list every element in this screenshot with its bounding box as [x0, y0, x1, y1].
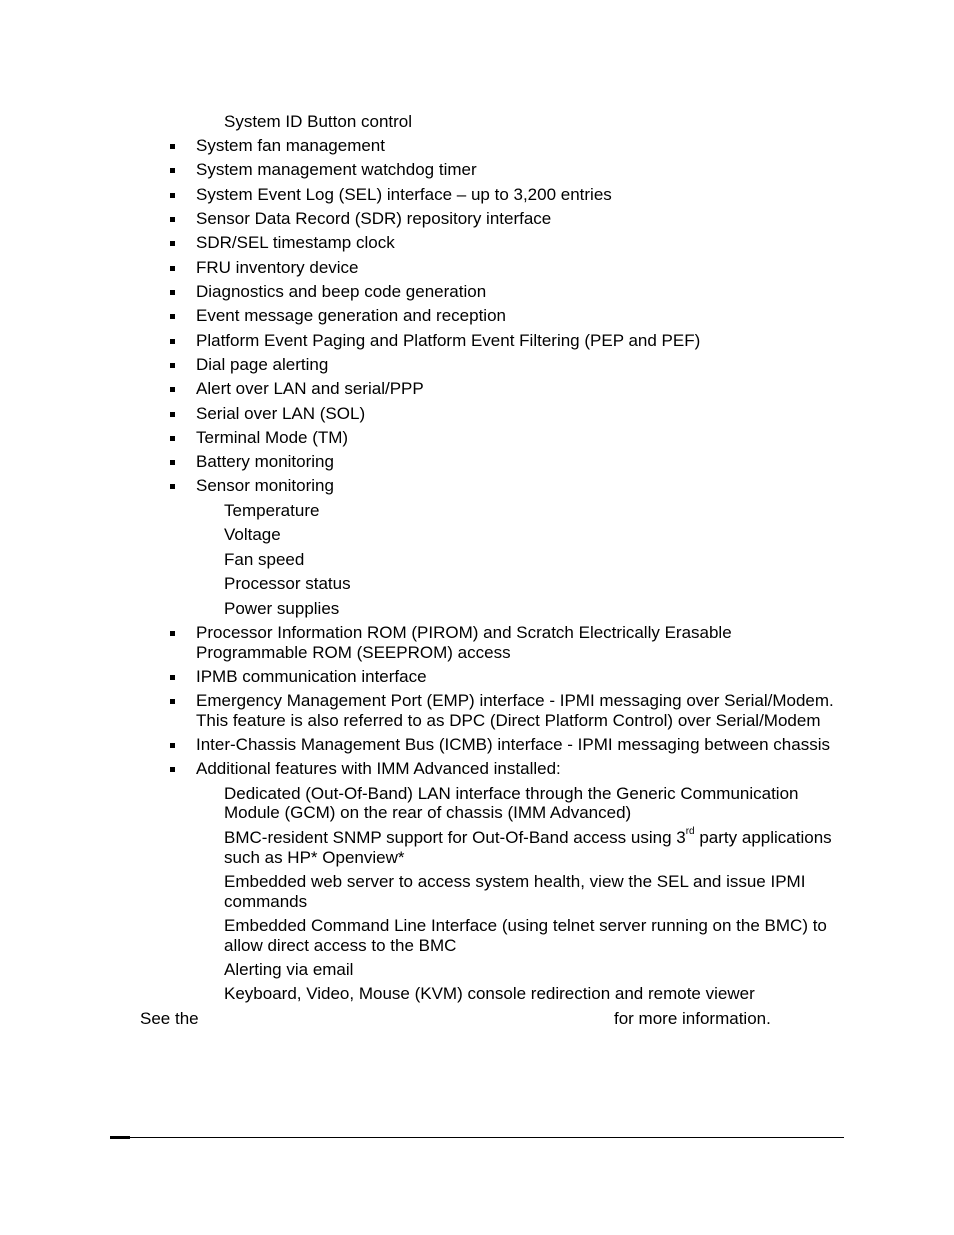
bullet-marker [170, 699, 175, 704]
bullet-item: Processor Information ROM (PIROM) and Scratch Electrically Erasable [196, 623, 732, 642]
bullet-item: Terminal Mode (TM) [196, 428, 349, 447]
bullet-marker [170, 241, 175, 246]
bullet-marker [170, 363, 175, 368]
bullet-item: Emergency Management Port (EMP) interface - IPMI messaging over Serial/Modem. [196, 691, 834, 710]
bullet-marker [170, 387, 175, 392]
sub-item-continuation: such as HP* Openview* [224, 848, 405, 867]
for-more-information-text: for more information. [614, 1009, 771, 1028]
bullet-marker [170, 767, 175, 772]
bullet-item: Event message generation and reception [196, 306, 506, 325]
sub-item-continuation: allow direct access to the BMC [224, 936, 457, 955]
bullet-item: System management watchdog timer [196, 160, 477, 179]
bullet-item: Platform Event Paging and Platform Event Filtering (PEP and PEF) [196, 331, 701, 350]
bullet-marker [170, 339, 175, 344]
bullet-item: Sensor Data Record (SDR) repository interface [196, 209, 552, 228]
bullet-marker [170, 412, 175, 417]
bullet-item: Serial over LAN (SOL) [196, 404, 366, 423]
bullet-marker [170, 675, 175, 680]
bullet-item: IPMB communication interface [196, 667, 427, 686]
bullet-item: SDR/SEL timestamp clock [196, 233, 395, 252]
sub-item-web-server: Embedded web server to access system health, view the SEL and issue IPMI [224, 872, 806, 891]
sub-item-cli: Embedded Command Line Interface (using telnet server running on the BMC) to [224, 916, 827, 935]
footer-rule-mark [110, 1136, 130, 1139]
bullet-item: Inter-Chassis Management Bus (ICMB) interface - IPMI messaging between chassis [196, 735, 830, 754]
bullet-marker [170, 743, 175, 748]
bullet-marker [170, 436, 175, 441]
sub-item-voltage: Voltage [224, 525, 281, 544]
bullet-item: Dial page alerting [196, 355, 329, 374]
see-the-text: See the [140, 1009, 199, 1028]
sub-item-continuation: Module (GCM) on the rear of chassis (IMM Advanced) [224, 803, 632, 822]
bullet-item-continuation: This feature is also referred to as DPC (Direct Platform Control) over Serial/Modem [196, 711, 821, 730]
snmp-text-tail: party applications [694, 828, 832, 847]
bullet-marker [170, 314, 175, 319]
sub-item-kvm: Keyboard, Video, Mouse (KVM) console redirection and remote viewer [224, 984, 755, 1003]
bullet-item-continuation: Programmable ROM (SEEPROM) access [196, 643, 511, 662]
sub-item-snmp-support [224, 828, 832, 848]
bullet-marker [170, 217, 175, 222]
bullet-marker [170, 484, 175, 489]
bullet-marker [170, 460, 175, 465]
snmp-text: BMC-resident SNMP support for Out-Of-Band access using 3 [224, 828, 686, 847]
sub-item-fan-speed: Fan speed [224, 550, 305, 569]
bullet-marker [170, 266, 175, 271]
footer-rule [110, 1137, 844, 1138]
bullet-marker [170, 631, 175, 636]
bullet-item: Diagnostics and beep code generation [196, 282, 487, 301]
bullet-item: Alert over LAN and serial/PPP [196, 379, 424, 398]
sub-item-system-id-button: System ID Button control [224, 112, 413, 131]
sub-item-temperature: Temperature [224, 501, 320, 520]
bullet-item: Battery monitoring [196, 452, 334, 471]
bullet-marker [170, 193, 175, 198]
bullet-item: FRU inventory device [196, 258, 359, 277]
bullet-item: Sensor monitoring [196, 476, 334, 495]
sub-item-continuation: commands [224, 892, 308, 911]
sub-item-processor-status: Processor status [224, 574, 351, 593]
sub-item-power-supplies: Power supplies [224, 599, 340, 618]
snmp-superscript: rd [685, 826, 695, 838]
bullet-item: System fan management [196, 136, 385, 155]
sub-item-dedicated-lan: Dedicated (Out-Of-Band) LAN interface through the Generic Communication [224, 784, 799, 803]
bullet-item: System Event Log (SEL) interface – up to 3,200 entries [196, 185, 612, 204]
sub-item-email-alerting: Alerting via email [224, 960, 354, 979]
bullet-marker [170, 290, 175, 295]
bullet-marker [170, 168, 175, 173]
bullet-marker [170, 144, 175, 149]
bullet-item: Additional features with IMM Advanced installed: [196, 759, 561, 778]
